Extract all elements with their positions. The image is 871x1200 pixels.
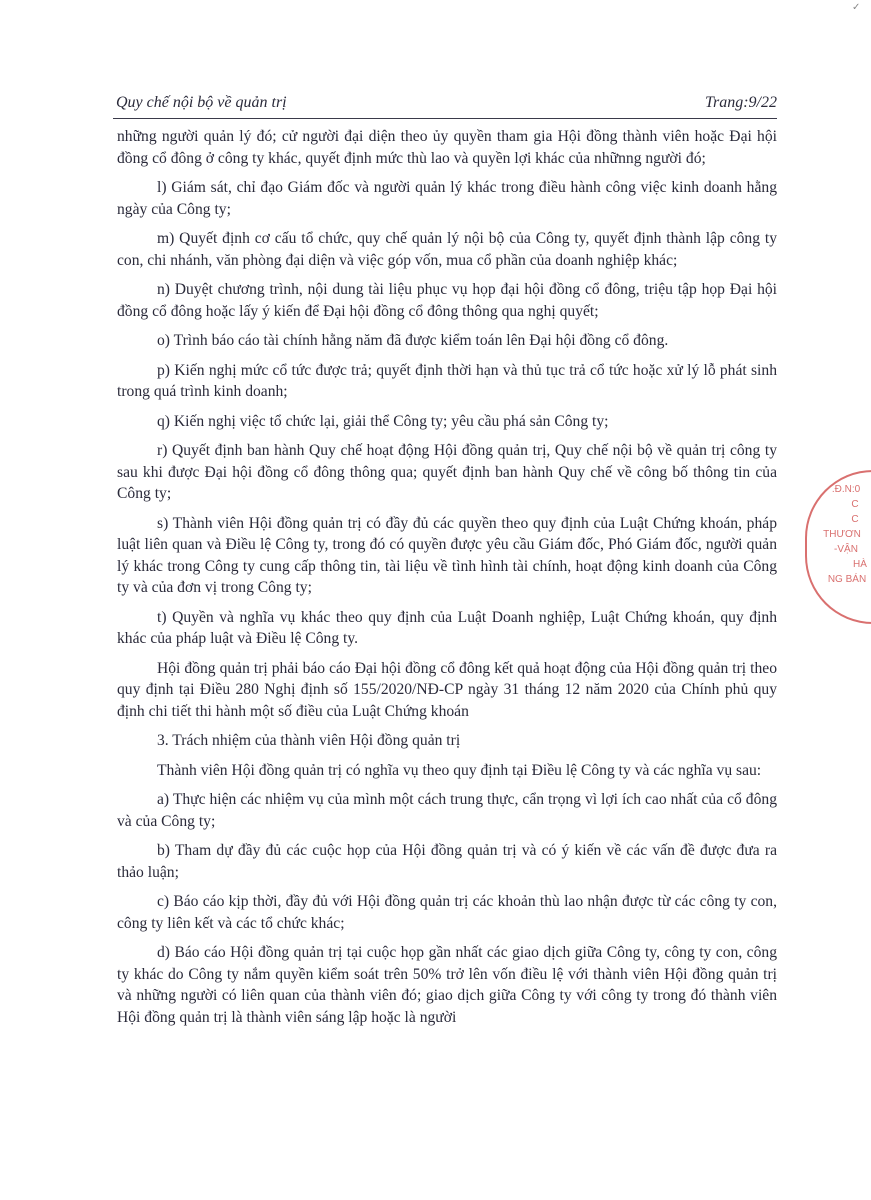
paragraph: t) Quyền và nghĩa vụ khác theo quy định của Luật Doanh nghiệp, Luật Chứng khoán, quy định khác của pháp luật và Điều lệ Công ty. — [117, 608, 777, 647]
stamp-line: C — [851, 514, 859, 525]
paragraph: c) Báo cáo kịp thời, đầy đủ với Hội đồng quản trị các khoản thù lao nhận được từ các công ty con, công ty liên kết và các tổ chức khác; — [117, 893, 777, 932]
stamp-line: THƯƠN — [823, 529, 861, 540]
page-header — [113, 92, 777, 119]
header-title: Quy chế nội bộ về quản trị — [116, 94, 287, 111]
stamp-line: -VẬN — [834, 544, 858, 555]
paragraph: những người quản lý đó; cử người đại diện theo ủy quyền tham gia Hội đồng thành viên hoặc Đại hội đồng cổ đông ở công ty khác, quyết định mức thù lao và quyền lợi khác của nhữnng người đó; — [117, 128, 777, 167]
paragraph: a) Thực hiện các nhiệm vụ của mình một cách trung thực, cẩn trọng vì lợi ích cao nhất của cổ đông và của Công ty; — [117, 791, 777, 830]
section-heading: 3. Trách nhiệm của thành viên Hội đồng quản trị — [157, 732, 461, 749]
paragraph: d) Báo cáo Hội đồng quản trị tại cuộc họp gần nhất các giao dịch giữa Công ty, công ty con, công ty khác do Công ty nắm quyền kiểm soát trên 50% trở lên vốn điều lệ với thành viên Hội đồng quản trị và những người có liên quan của thành viên đó; giao dịch giữa Công ty với công ty trong đó thành viên Hội đồng quản trị là thành viên sáng lập hoặc là người — [117, 944, 777, 1026]
paragraph: p) Kiến nghị mức cổ tức được trả; quyết định thời hạn và thủ tục trả cổ tức hoặc xử lý lỗ phát sinh trong quá trình kinh doanh; — [117, 361, 777, 400]
paragraph: q) Kiến nghị việc tổ chức lại, giải thể Công ty; yêu cầu phá sản Công ty; — [157, 412, 609, 430]
stamp-line: NG BÁN — [827, 574, 867, 585]
paragraph: o) Trình báo cáo tài chính hằng năm đã được kiểm toán lên Đại hội đồng cổ đông. — [157, 332, 669, 349]
paragraph: Thành viên Hội đồng quản trị có nghĩa vụ theo quy định tại Điều lệ Công ty và các nghĩa vụ sau: — [157, 761, 762, 779]
paragraph: Hội đồng quản trị phải báo cáo Đại hội đồng cổ đông kết quả hoạt động của Hội đồng quản trị theo quy định tại Điều 280 Nghị định số 155/2020/NĐ-CP ngày 31 tháng 12 năm 2020 của Chính phủ quy định chi tiết thi hành một số điều của Luật Chứng khoán — [117, 659, 777, 720]
stamp-line: HÀ — [853, 559, 867, 570]
company-seal-stamp — [805, 470, 871, 624]
corner-mark-icon: ✓ — [852, 2, 861, 13]
paragraph: m) Quyết định cơ cấu tổ chức, quy chế quản lý nội bộ của Công ty, quyết định thành lập công ty con, chi nhánh, văn phòng đại diện và việc góp vốn, mua cổ phần của doanh nghiệp khác; — [117, 230, 777, 269]
header-page-number: Trang:9/22 — [704, 94, 777, 111]
paragraph: l) Giám sát, chỉ đạo Giám đốc và người quản lý khác trong điều hành công việc kinh doanh hằng ngày của Công ty; — [117, 179, 777, 218]
stamp-line: C — [851, 499, 859, 510]
stamp-line: .Đ.N:0 — [831, 484, 861, 495]
paragraph: s) Thành viên Hội đồng quản trị có đầy đủ các quyền theo quy định của Luật Chứng khoán, pháp luật liên quan và Điều lệ Công ty, trong đó có quyền được yêu cầu Giám đốc, Phó Giám đốc, người quản lý khác trong Công ty cung cấp thông tin, tài liệu về tình hình tài chính, hoạt động kinh doanh của Công ty và của đơn vị trong Công ty; — [117, 514, 777, 596]
paragraph: n) Duyệt chương trình, nội dung tài liệu phục vụ họp đại hội đồng cổ đông, triệu tập họp Đại hội đồng cổ đông hoặc lấy ý kiến để Đại hội đồng cổ đông thông qua nghị quyết; — [117, 281, 777, 320]
paragraph: r) Quyết định ban hành Quy chế hoạt động Hội đồng quản trị, Quy chế nội bộ về quản trị công ty sau khi được Đại hội đồng cổ đông thông qua; quyết định ban hành Quy chế về công bố thông tin của Công ty; — [117, 442, 777, 502]
paragraph: b) Tham dự đầy đủ các cuộc họp của Hội đồng quản trị và có ý kiến về các vấn đề được đưa ra thảo luận; — [117, 842, 777, 881]
document-body — [117, 126, 777, 1028]
